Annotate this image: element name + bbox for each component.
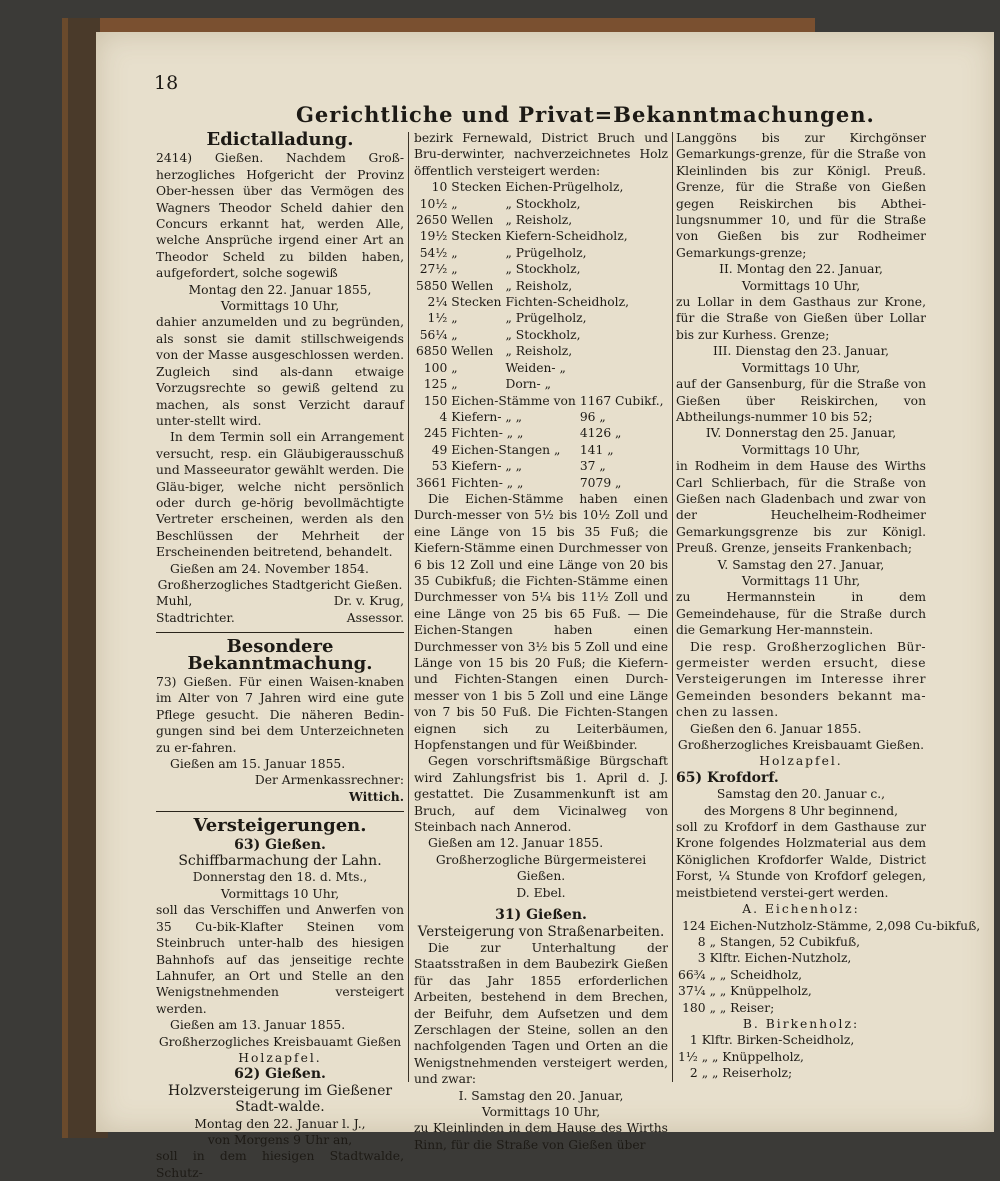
table-cell: Fichten- „ „ <box>451 426 524 441</box>
table-row <box>414 228 631 244</box>
column-2 <box>414 130 668 1153</box>
table-cell: „ „ Scheidholz, <box>709 967 803 982</box>
section-title: Versteigerungen. <box>193 815 367 837</box>
table-row <box>414 310 631 326</box>
notice-date: Samstag den 20. Januar c., <box>716 787 886 802</box>
table-cell: Fichten- „ „ <box>451 475 524 490</box>
column-1 <box>156 130 404 1181</box>
table-row <box>414 327 631 343</box>
notice-date: II. Montag den 22. Januar, <box>719 262 883 277</box>
table-row <box>414 458 666 474</box>
notice-role: Der Armenkassrechner: <box>254 773 404 788</box>
signature: Holzapfel. <box>759 754 843 769</box>
table-cell: 19½ <box>419 229 448 244</box>
table-cell: 2650 <box>416 213 448 228</box>
table-cell: Klftr. Birken-Scheidholz, <box>701 1033 855 1048</box>
signature-role: Stadtrichter. <box>156 610 235 625</box>
table-cell: 27½ <box>419 262 448 277</box>
section-title: Edictalladung. <box>206 129 354 150</box>
stems-table <box>414 393 666 491</box>
notice-time: des Morgens 8 Uhr beginnend, <box>703 803 899 818</box>
birch-table <box>676 1032 856 1081</box>
table-row <box>676 1065 856 1081</box>
notice-date: I. Samstag den 20. Januar, <box>458 1088 624 1103</box>
table-row <box>676 950 982 966</box>
table-cell: „ <box>451 377 458 392</box>
table-cell: „ Prügelholz, <box>505 245 587 260</box>
signature: D. Ebel. <box>516 885 566 900</box>
table-cell: Stecken <box>451 229 502 244</box>
table-cell: 66¾ <box>678 967 706 982</box>
list-heading: B. Birkenholz: <box>742 1016 860 1031</box>
table-cell: Wellen <box>451 344 494 359</box>
page-number: 18 <box>154 72 179 94</box>
signature-role-row <box>156 610 404 626</box>
table-row <box>414 442 666 458</box>
notice-heading: 31) Gießen. <box>495 907 587 924</box>
table-row <box>676 967 982 983</box>
table-row <box>414 376 631 392</box>
notice-office: Großherzogliche Bürgermeisterei Gießen. <box>435 852 647 884</box>
table-cell: Eichen-Nutzholz-Stämme, 2,098 Cu-bikfuß, <box>709 918 981 933</box>
table-cell: Kiefern- „ „ <box>451 459 523 474</box>
notice-text: zu Lollar in dem Gasthaus zur Krone, für die Straße von Gießen über Lollar bis zur Kurhess. Grenze; <box>676 295 926 342</box>
notice-text: soll in dem hiesigen Stadtwalde, Schutz- <box>156 1149 404 1180</box>
section-divider <box>156 632 404 633</box>
table-cell: „ <box>451 360 458 375</box>
notice-date: Montag den 22. Januar l. J., <box>194 1116 366 1131</box>
notice-text: Die Eichen-Stämme haben einen Durch-messer von 5½ bis 10½ Zoll und eine Länge von 15 bis 35 Fuß; die Kiefern-Stämme einen Durchmesser von 6 bis 12 Zoll und eine Länge von 20 bis 35 Cubikfuß; die Fichten-Stämme einen Durchmesser von 5¼ bis 11½ Zoll und eine Länge von 25 bis 65 Fuß. — Die Eichen-Stangen haben einen Durchmesser von 3½ bis 5 Zoll und eine Länge von 15 bis 20 Fuß; die Kiefern- und Fichten-Stangen einen Durch-messer von 1 bis 5 Zoll und eine Länge von 7 bis 50 Fuß. Die Fichten-Stangen eignen sich zu Leiterbäumen, Hopfenstangen und für Weißbinder. <box>414 491 668 753</box>
table-cell: Fichten-Scheidholz, <box>505 295 630 310</box>
table-cell: „ <box>451 262 458 277</box>
table-cell: Klftr. Eichen-Nutzholz, <box>709 951 852 966</box>
notice-text: 73) Gießen. Für einen Waisen-knaben im Alter von 7 Jahren wird eine gute Pflege gesucht. Die näheren Bedin-gungen sind bei dem Unterzeichneten zu er-fahren. <box>156 675 404 755</box>
notice-text: auf der Gansenburg, für die Straße von Gießen über Reiskirchen, von Abtheilungs-nummer 10 bis 52; <box>676 377 926 424</box>
table-row <box>414 196 631 212</box>
table-cell: 4126 „ <box>579 426 622 441</box>
table-row <box>414 294 631 310</box>
notice-text: soll zu Krofdorf in dem Gasthause zur Krone folgendes Holzmaterial aus dem Königlichen Krofdorfer Walde, District Forst, ¼ Stunde von Krofdorf gelegen, meistbietend verstei-gert werden. <box>676 820 926 900</box>
notice-date: IV. Donnerstag den 25. Januar, <box>705 426 897 441</box>
table-cell: „ Reisholz, <box>505 213 573 228</box>
section-title: Besondere Bekanntmachung. <box>187 636 373 674</box>
table-cell: 56¼ <box>419 327 448 342</box>
table-cell: „ „ Reiser; <box>709 1000 775 1015</box>
table-row <box>676 918 982 934</box>
table-row <box>414 245 631 261</box>
column-divider <box>672 132 673 1082</box>
table-cell: 1½ <box>678 1049 698 1064</box>
table-cell: Weiden- „ <box>505 360 566 375</box>
newspaper-page <box>96 32 994 1180</box>
notice-text: Die zur Unterhaltung der Staatsstraßen in dem Baubezirk Gießen für das Jahr 1855 erforderlichen Arbeiten, bestehend in dem Brechen, der Beifuhr, dem Aufsetzen und dem Zerschlagen der Steine, sollen an den nachfolgenden Tagen und Orten an die Wenigstnehmenden versteigert werden, und zwar: <box>414 940 668 1087</box>
notice-place-date: Gießen den 6. Januar 1855. <box>690 721 862 736</box>
notice-place-date: Gießen am 13. Januar 1855. <box>170 1018 346 1033</box>
notice-text: Langgöns bis zur Kirchgönser Gemarkungs-grenze, für die Straße von Kleinlinden bis zur Königl. Preuß. Grenze, für die Straße von Gießen gegen Reiskirchen bis Abthei-lungsnummer 10, und für die Straße von Gießen bis zur Rodheimer Gemarkungs-grenze; <box>676 131 926 260</box>
notice-text: zu Kleinlinden in dem Hause des Wirths Rinn, für die Straße von Gießen über <box>414 1121 668 1152</box>
table-row <box>414 179 631 195</box>
table-cell: 100 <box>423 360 448 375</box>
table-row <box>676 1000 982 1016</box>
table-cell: Eichen-Prügelholz, <box>505 180 624 195</box>
table-cell: „ Prügelholz, <box>505 311 587 326</box>
table-cell: „ Reisholz, <box>505 278 573 293</box>
signature: Dr. v. Krug, <box>333 594 404 609</box>
table-cell: 1167 Cubikf., <box>579 393 664 408</box>
notice-date: III. Dienstag den 23. Januar, <box>712 344 890 359</box>
table-cell: 10 <box>431 180 448 195</box>
table-cell: 141 „ <box>579 442 614 457</box>
column-3 <box>676 130 981 1082</box>
notice-time: Vormittags 11 Uhr, <box>741 573 861 588</box>
signature: Holzapfel. <box>238 1050 322 1065</box>
notice-office: Großherzogliches Kreisbauamt Gießen. <box>677 738 925 753</box>
page-header: Gerichtliche und Privat=Bekanntmachungen. <box>296 102 875 127</box>
table-cell: 1½ <box>427 311 448 326</box>
table-cell: 3 <box>697 951 706 966</box>
table-row <box>414 261 631 277</box>
table-cell: 2 <box>689 1066 698 1081</box>
table-row <box>676 1049 856 1065</box>
notice-time: Vormittags 10 Uhr, <box>741 360 861 375</box>
table-row <box>676 1032 856 1048</box>
table-cell: Kiefern-Scheidholz, <box>505 229 628 244</box>
table-cell: 1 <box>689 1033 698 1048</box>
notice-place-date: Gießen am 24. November 1854. <box>170 561 369 576</box>
table-row <box>414 409 666 425</box>
notice-time: Vormittags 10 Uhr, <box>481 1104 601 1119</box>
notice-heading: 62) Gießen. <box>234 1066 326 1083</box>
notice-text: In dem Termin soll ein Arrangement versucht, resp. ein Gläubigerausschuß und Masseeurator gewählt werden. Die Gläu-biger, welche nicht persönlich oder durch ge-hörig bevollmächtigte Vertreter erscheinen, werden als den Beschlüssen der Mehrheit der Erscheinenden beitretend, behandelt. <box>156 430 404 560</box>
table-cell: „ <box>451 311 458 326</box>
notice-text: 2414) Gießen. Nachdem Groß-herzogliches Hofgericht der Provinz Ober-hessen über das Vermögen des Wagners Theodor Scheld dahier den Concurs erkannt hat, werden Alle, welche Ansprüche irgend einer Art an Theodor Scheld zu bilden haben, aufgefordert, solche sogewiß <box>156 151 404 281</box>
table-cell: 125 <box>423 377 448 392</box>
notice-text: soll das Verschiffen und Anwerfen von 35 Cu-bik-Klafter Steinen vom Steinbruch unter-halb des hiesigen Bahnhofs auf das jenseitige rechte Lahnufer, an Ort und Stelle an den Wenigstnehmenden versteigert werden. <box>156 903 404 1016</box>
table-cell: „ <box>451 196 458 211</box>
table-cell: 37 „ <box>579 459 606 474</box>
table-cell: 245 <box>423 426 448 441</box>
signature: Muhl, <box>156 594 193 609</box>
table-cell: 6850 <box>416 344 448 359</box>
oak-table <box>676 918 982 1016</box>
notice-text: dahier anzumelden und zu begründen, als sonst sie damit stillschweigends von der Masse ausgeschlossen werden. Zugleich sind als-dann etwaige Vorzugsrechte so gewiß geltend zu machen, als sonst Verzicht darauf unter-stellt wird. <box>156 315 404 428</box>
table-cell: 49 <box>431 442 448 457</box>
table-cell: „ Stockholz, <box>505 196 581 211</box>
table-row <box>414 425 666 441</box>
table-cell: 4 <box>439 409 448 424</box>
signature-row <box>156 593 404 609</box>
notice-text: Gegen vorschriftsmäßige Bürgschaft wird Zahlungsfrist bis 1. April d. J. gestattet. Die Zusammenkunft ist am Bruch, auf dem Vicinalweg von Steinbach nach Annerod. <box>414 754 668 835</box>
notice-time: von Morgens 9 Uhr an, <box>207 1132 353 1147</box>
section-divider <box>156 811 404 812</box>
notice-subheading: Schiffbarmachung der Lahn. <box>178 853 382 870</box>
table-cell: 8 <box>697 934 706 949</box>
table-cell: 7079 „ <box>579 475 622 490</box>
table-row <box>676 934 982 950</box>
table-row <box>414 475 666 491</box>
table-cell: Eichen-Stämme von <box>451 393 576 408</box>
notice-time: Vormittags 10 Uhr, <box>741 278 861 293</box>
notice-time: Vormittags 10 Uhr, <box>741 442 861 457</box>
notice-text: bezirk Fernewald, District Bruch und Bru-derwinter, nachverzeichnetes Holz öffentlich versteigert werden: <box>414 131 668 178</box>
notice-office: Großherzogliches Kreisbauamt Gießen <box>158 1034 402 1049</box>
table-row <box>414 212 631 228</box>
table-cell: Stecken <box>451 295 502 310</box>
table-cell: Eichen-Stangen „ <box>451 442 561 457</box>
notice-place-date: Gießen am 12. Januar 1855. <box>428 836 604 851</box>
signature-role: Assessor. <box>346 610 404 625</box>
table-cell: 5850 <box>416 278 448 293</box>
table-cell: „ <box>451 327 458 342</box>
table-cell: „ „ Knüppelholz, <box>701 1049 804 1064</box>
table-cell: Wellen <box>451 278 494 293</box>
table-row <box>414 360 631 376</box>
column-divider <box>408 132 409 1082</box>
table-cell: 53 <box>431 459 448 474</box>
notice-date: Montag den 22. Januar 1855, <box>188 282 372 297</box>
table-cell: Dorn- „ <box>505 377 551 392</box>
table-cell: 96 „ <box>579 409 606 424</box>
notice-text: Die resp. Großherzoglichen Bür-germeister werden ersucht, diese Versteigerungen im Interesse ihrer Gemeinden besonders bekannt ma-chen zu lassen. <box>676 639 926 720</box>
table-cell: 37¼ <box>678 984 706 999</box>
table-cell: Kiefern- „ „ <box>451 409 523 424</box>
table-cell: 3661 <box>416 475 448 490</box>
signature: Wittich. <box>348 788 404 804</box>
table-cell: Stecken <box>451 180 502 195</box>
table-row <box>676 983 982 999</box>
notice-office: Großherzogliches Stadtgericht Gießen. <box>157 577 403 592</box>
notice-heading: 65) Krofdorf. <box>676 769 779 786</box>
table-cell: „ Reisholz, <box>505 344 573 359</box>
table-cell: „ Stangen, 52 Cubikfuß, <box>709 934 861 949</box>
table-cell: 10½ <box>419 196 448 211</box>
notice-text: zu Hermannstein in dem Gemeindehause, für die Straße durch die Gemarkung Her-mannstein. <box>676 590 926 638</box>
notice-text: in Rodheim in dem Hause des Wirths Carl Schlierbach, für die Straße von Gießen nach Gladenbach und zwar von der Heuchelheim-Rodheimer Gemarkungsgrenze bis zur Königl. Preuß. Grenze, jenseits Frankenbach; <box>676 459 926 556</box>
notice-time: Vormittags 10 Uhr, <box>220 886 340 901</box>
notice-date: Donnerstag den 18. d. Mts., <box>192 870 368 885</box>
wood-table <box>414 179 631 392</box>
table-row <box>414 278 631 294</box>
notice-time: Vormittags 10 Uhr, <box>220 299 340 314</box>
table-cell: Wellen <box>451 213 494 228</box>
table-cell: „ „ Knüppelholz, <box>709 984 812 999</box>
table-cell: 124 <box>682 918 706 933</box>
table-cell: „ Stockholz, <box>505 262 581 277</box>
table-cell: 2¼ <box>427 295 448 310</box>
table-cell: 180 <box>682 1000 706 1015</box>
notice-heading: 63) Gießen. <box>234 836 326 853</box>
table-cell: „ <box>451 245 458 260</box>
table-cell: 150 <box>423 393 448 408</box>
list-heading: A. Eichenholz: <box>742 902 860 917</box>
table-cell: „ Stockholz, <box>505 327 581 342</box>
table-cell: „ „ Reiserholz; <box>701 1066 793 1081</box>
table-cell: 54½ <box>419 245 448 260</box>
notice-subheading: Holzversteigerung im Gießener Stadt-walde. <box>167 1082 393 1116</box>
table-row <box>414 393 666 409</box>
table-row <box>414 343 631 359</box>
notice-subheading: Versteigerung von Straßenarbeiten. <box>417 923 665 940</box>
notice-place-date: Gießen am 15. Januar 1855. <box>170 757 346 772</box>
notice-date: V. Samstag den 27. Januar, <box>717 557 885 572</box>
